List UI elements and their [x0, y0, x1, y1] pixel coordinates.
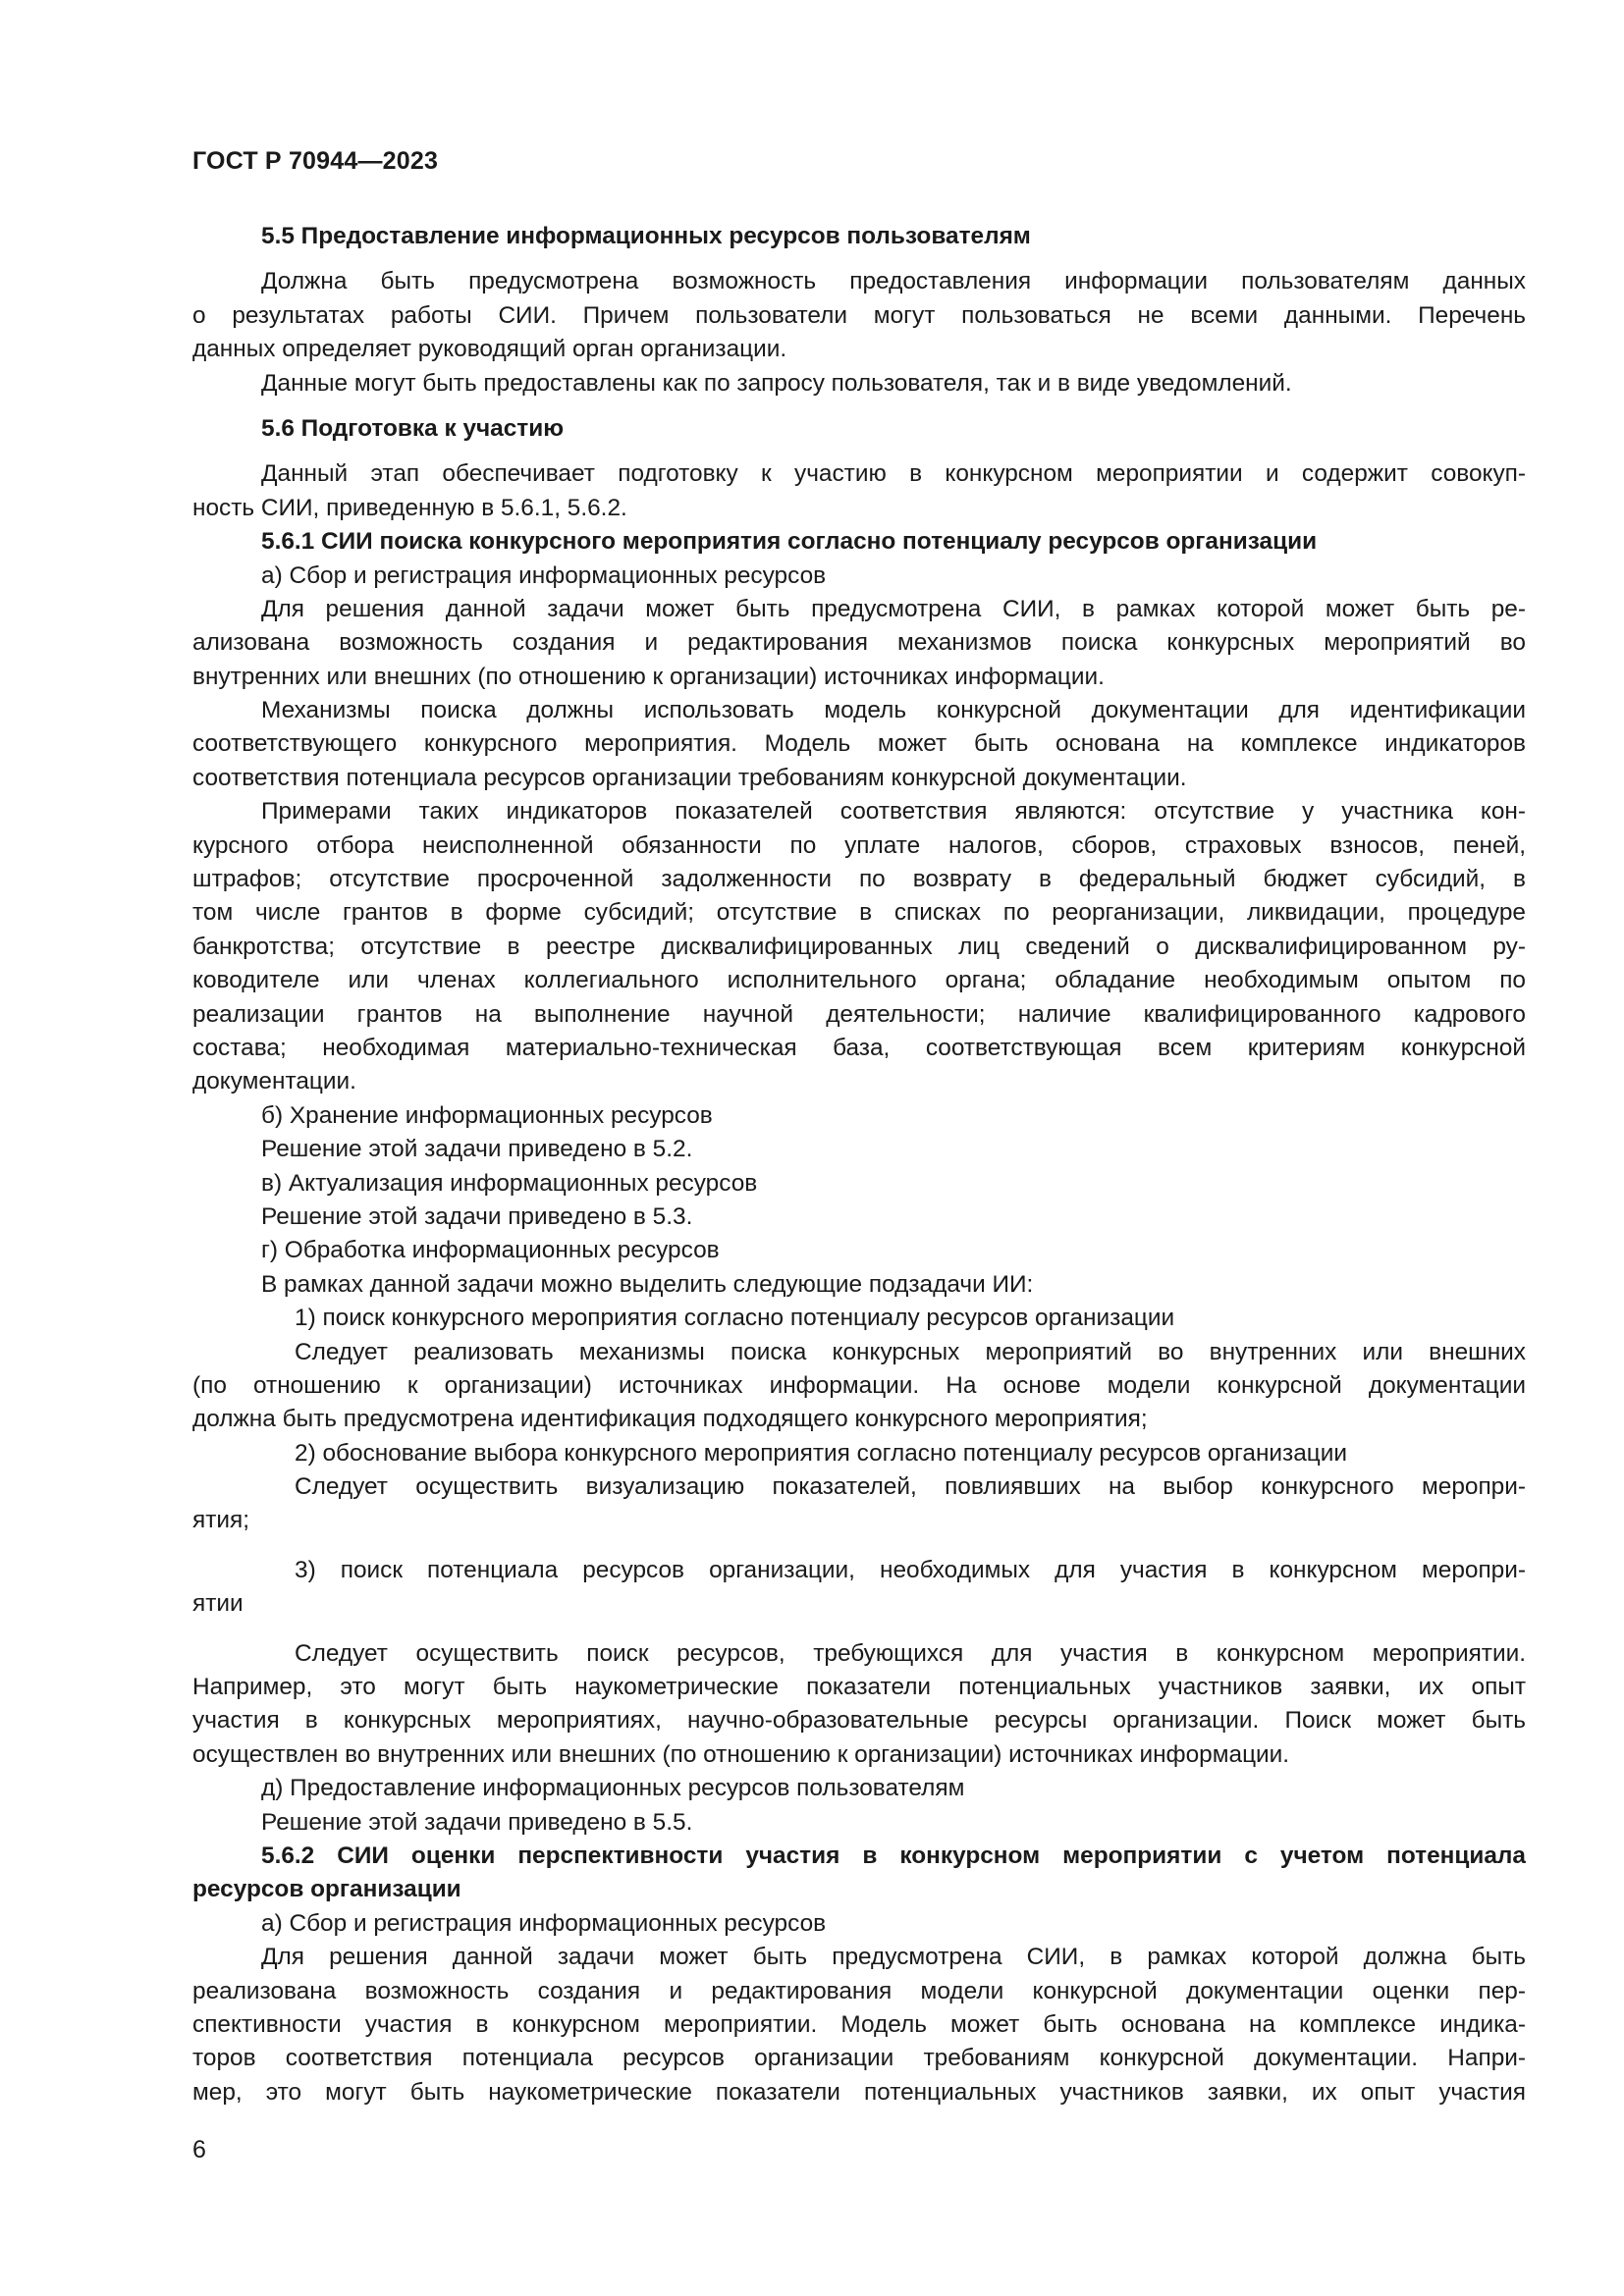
text-line: соответствия потенциала ресурсов организации требованиям конкурсной документации. [192, 764, 1187, 791]
page-number: 6 [192, 2136, 206, 2163]
spacer [192, 1622, 1526, 1637]
text-line: ятия; [192, 1507, 249, 1534]
text-line: ресурсов организации [192, 1876, 461, 1903]
text-line: 5.5 Предоставление информационных ресурсов пользователям [261, 223, 1031, 249]
text-line: Данный этап обеспечивает подготовку к участию в конкурсном мероприятии и содержит совокуп- [261, 460, 1526, 488]
text-line: реализована возможность создания и редактирования модели конкурсной документации оценки пер- [192, 1977, 1526, 2004]
text-line: г) Обработка информационных ресурсов [261, 1237, 720, 1264]
text-line: д) Предоставление информационных ресурсов пользователям [261, 1775, 965, 1802]
document-body [192, 220, 1526, 2109]
spacer [192, 446, 1526, 457]
text-line: ятии [192, 1590, 244, 1618]
text-line: осуществлен во внутренних или внешних (по отношению к организации) источниках информации. [192, 1740, 1290, 1768]
text-line: ализована возможность создания и редактирования механизмов поиска конкурсных мероприятий во [192, 629, 1526, 657]
text-line: 2) обоснование выбора конкурсного мероприятия согласно потенциалу ресурсов организации [295, 1439, 1348, 1467]
spacer [192, 253, 1526, 265]
text-line: Например, это могут быть наукометрические показатели потенциальных участников заявки, их опыт [192, 1674, 1526, 1701]
text-line: Решение этой задачи приведено в 5.2. [261, 1136, 693, 1163]
text-line: Следует реализовать механизмы поиска конкурсных мероприятий во внутренних или внешних [295, 1338, 1526, 1365]
text-line: должна быть предусмотрена идентификация подходящего конкурсного мероприятия; [192, 1406, 1148, 1433]
spacer [192, 1538, 1526, 1554]
text-line: Примерами таких индикаторов показателей соответствия являются: отсутствие у участника кон- [261, 798, 1526, 826]
text-line: Решение этой задачи приведено в 5.3. [261, 1202, 693, 1230]
text-line: в) Актуализация информационных ресурсов [261, 1169, 758, 1197]
text-line: Решение этой задачи приведено в 5.5. [261, 1808, 693, 1836]
text-line: мер, это могут быть наукометрические показатели потенциальных участников заявки, их опыт участия [192, 2078, 1526, 2106]
text-line: данных определяет руководящий орган организации. [192, 336, 787, 363]
text-line: Следует осуществить поиск ресурсов, требующихся для участия в конкурсном мероприятии. [295, 1639, 1526, 1667]
text-line: внутренних или внешних (по отношению к организации) источниках информации. [192, 663, 1105, 690]
text-line: курсного отбора неисполненной обязанности по уплате налогов, сборов, страховых взносов, пеней, [192, 831, 1526, 859]
text-line: Следует осуществить визуализацию показателей, повлиявших на выбор конкурсного меропри- [295, 1473, 1526, 1501]
text-line: Для решения данной задачи может быть предусмотрена СИИ, в рамках которой должна быть [261, 1944, 1526, 1971]
document-header: ГОСТ Р 70944—2023 [192, 147, 439, 175]
text-line: ководителе или членах коллегиального исполнительного органа; обладание необходимым опытом по [192, 967, 1526, 994]
text-line: 5.6.2 СИИ оценки перспективности участия в конкурсном мероприятии с учетом потенциала [261, 1842, 1526, 1869]
text-line: В рамках данной задачи можно выделить следующие подзадачи ИИ: [261, 1270, 1034, 1298]
text-line: документации. [192, 1068, 356, 1095]
text-line: Для решения данной задачи может быть предусмотрена СИИ, в рамках которой может быть ре- [261, 595, 1526, 622]
text-line: участия в конкурсных мероприятиях, научно-образовательные ресурсы организации. Поиск может быть [192, 1707, 1526, 1735]
text-line: о результатах работы СИИ. Причем пользователи могут пользоваться не всеми данными. Перечень [192, 301, 1526, 329]
text-line: Механизмы поиска должны использовать модель конкурсной документации для идентификации [261, 697, 1526, 724]
text-line: штрафов; отсутствие просроченной задолженности по возврату в федеральный бюджет субсидий, в [192, 866, 1526, 893]
text-line: 5.6.1 СИИ поиска конкурсного мероприятия согласно потенциалу ресурсов организации [261, 528, 1318, 556]
text-line: 3) поиск потенциала ресурсов организации, необходимых для участия в конкурсном меропри- [295, 1556, 1526, 1583]
text-line: торов соответствия потенциала ресурсов организации требованиям конкурсной документации. Напри- [192, 2045, 1526, 2072]
text-line: 5.6 Подготовка к участию [261, 414, 565, 442]
text-line: банкротства; отсутствие в реестре дисквалифицированных лиц сведений о дисквалифицированном ру- [192, 933, 1526, 960]
text-line: ность СИИ, приведенную в 5.6.1, 5.6.2. [192, 494, 627, 521]
text-line: состава; необходимая материально-техническая база, соответствующая всем критериям конкурсной [192, 1034, 1526, 1061]
text-line: 1) поиск конкурсного мероприятия согласно потенциалу ресурсов организации [295, 1305, 1175, 1332]
text-line: а) Сбор и регистрация информационных ресурсов [261, 561, 827, 589]
text-line: а) Сбор и регистрация информационных ресурсов [261, 1909, 827, 1937]
text-line: (по отношению к организации) источниках информации. На основе модели конкурсной документации [192, 1371, 1526, 1399]
spacer [192, 400, 1526, 412]
text-line: реализации грантов на выполнение научной деятельности; наличие квалифицированного кадрового [192, 1000, 1526, 1028]
text-line: том числе грантов в форме субсидий; отсутствие в списках по реорганизации, ликвидации, процедуре [192, 899, 1526, 927]
text-line: Должна быть предусмотрена возможность предоставления информации пользователям данных [261, 268, 1526, 295]
text-line: б) Хранение информационных ресурсов [261, 1101, 713, 1129]
text-line: Данные могут быть предоставлены как по запросу пользователя, так и в виде уведомлений. [261, 369, 1292, 397]
text-line: соответствующего конкурсного мероприятия. Модель может быть основана на комплексе индикаторов [192, 730, 1526, 758]
text-line: спективности участия в конкурсном мероприятии. Модель может быть основана на комплексе индика- [192, 2010, 1526, 2038]
